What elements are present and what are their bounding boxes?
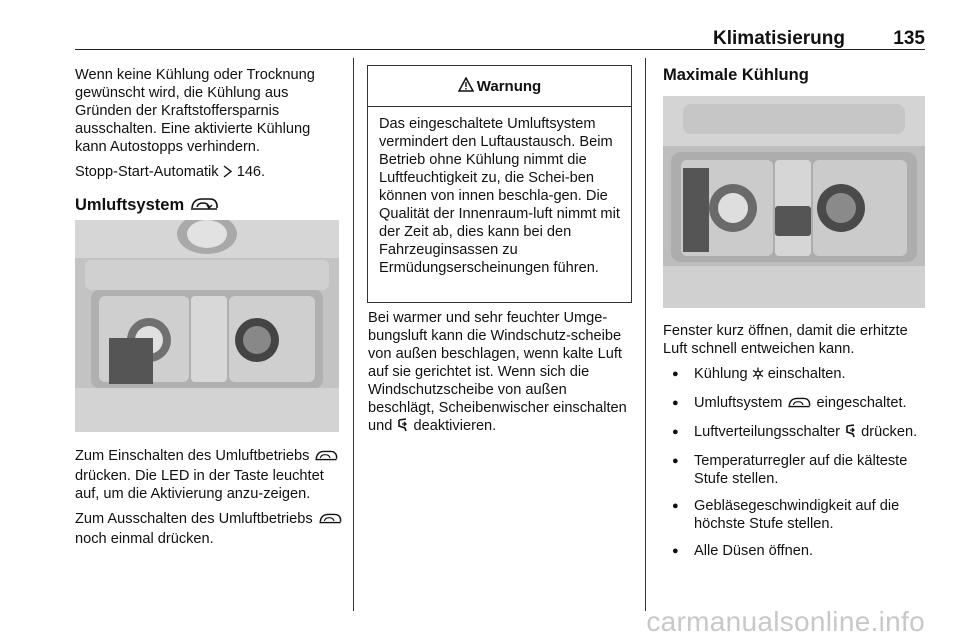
paragraph-start-stop (75, 163, 345, 183)
paragraph-recirc-on (75, 447, 345, 503)
header-rule (75, 49, 925, 50)
recirculation-icon (786, 396, 812, 414)
warning-label: Warnung (476, 77, 542, 95)
bullet-text-a: Umluftsystem (694, 395, 783, 411)
section-heading-recirculation (75, 196, 345, 216)
start-stop-text: Stopp-Start-Automatik (75, 164, 219, 180)
windscreen-text-a: Bei warmer und sehr feuchter Umge-bungsluft kann die Windschutz-scheibe von außen beschlagen, wenn kalte Luft auf sie gerichtet ist. Wenn sich die Windschutzscheibe von außen beschlägt, Scheibenwischer einschalten und (368, 310, 627, 434)
bullet-text-b: eingeschaltet. (816, 395, 907, 411)
paragraph-cooling-off: Wenn keine Kühlung oder Trocknung gewünscht wird, die Kühlung aus Gründen der Kraftstoffersparnis ausschalten. Eine aktivierte Kühlung kann Autostopps verhindern. (75, 67, 315, 155)
recirc-on-text-b: drücken. Die LED in der Taste leuchtet auf, um die Aktivierung anzu-zeigen. (75, 468, 324, 502)
warning-icon (458, 77, 474, 96)
column-divider-1 (353, 58, 354, 611)
max-cooling-steps (663, 365, 927, 560)
page-ref-arrow-icon (223, 165, 233, 183)
recirc-off-text-b: noch einmal drücken. (75, 531, 214, 547)
column-middle (368, 309, 636, 444)
recirc-off-text-a: Zum Ausschalten des Umluftbetriebs (75, 511, 313, 527)
bullet-text-b: drücken. (861, 424, 918, 440)
paragraph-open-windows: Fenster kurz öffnen, damit die erhitzte Luft schnell entweichen kann. (663, 323, 908, 357)
bullet-text-a: Alle Düsen öffnen. (694, 543, 813, 559)
column-left-lower (75, 447, 345, 555)
section-heading-max-cooling: Maximale Kühlung (663, 66, 809, 84)
warning-text: Das eingeschaltete Umluftsystem vermindert den Luftaustausch. Beim Betrieb ohne Kühlung nimmt die Luftfeuchtigkeit zu, die Schei-ben können von innen beschla-gen. Die Qualität der Innenraum-luft nimmt mit der Zeit ab, dies kann bei den Fahrzeuginsassen zu Ermüdungserscheinungen führen. (379, 116, 620, 276)
page-title: Klimatisierung (713, 28, 845, 49)
bullet-text-a: Kühlung (694, 366, 748, 382)
recirculation-icon (317, 512, 343, 530)
paragraph-windscreen-fog (368, 309, 636, 437)
warning-box (367, 65, 632, 303)
list-item (663, 394, 927, 414)
page-number: 135 (893, 28, 925, 49)
page-header (75, 28, 925, 50)
list-item (663, 365, 927, 385)
recirc-on-text-a: Zum Einschalten des Umluftbetriebs (75, 448, 310, 464)
air-distribution-icon (844, 424, 857, 443)
column-right-lower (663, 322, 927, 569)
windscreen-text-b: deaktivieren. (413, 418, 497, 434)
bullet-text-a: Temperaturregler auf die kälteste Stufe stellen. (694, 453, 908, 487)
air-distribution-icon (396, 418, 409, 437)
list-item (663, 423, 927, 443)
control-panel-photo-recirculation (75, 220, 339, 432)
watermark: carmanualsonline.info (646, 606, 925, 637)
page-ref-link[interactable]: 146. (236, 164, 266, 180)
column-divider-2 (645, 58, 646, 611)
bullet-text-a: Luftverteilungsschalter (694, 424, 841, 440)
recirculation-icon (313, 449, 339, 467)
paragraph-recirc-off (75, 510, 345, 548)
control-panel-photo-max-cooling (663, 96, 925, 308)
list-item (663, 452, 927, 488)
bullet-text-a: Gebläsegeschwindigkeit auf die höchste Stufe stellen. (694, 498, 900, 532)
list-item (663, 497, 927, 533)
snowflake-icon (752, 367, 764, 385)
heading-text: Umluftsystem (75, 196, 185, 214)
column-right (663, 66, 927, 84)
bullet-text-b: einschalten. (767, 366, 846, 382)
warning-header (368, 66, 631, 107)
list-item (663, 542, 927, 560)
recirculation-icon (189, 196, 219, 216)
column-left (75, 66, 345, 216)
